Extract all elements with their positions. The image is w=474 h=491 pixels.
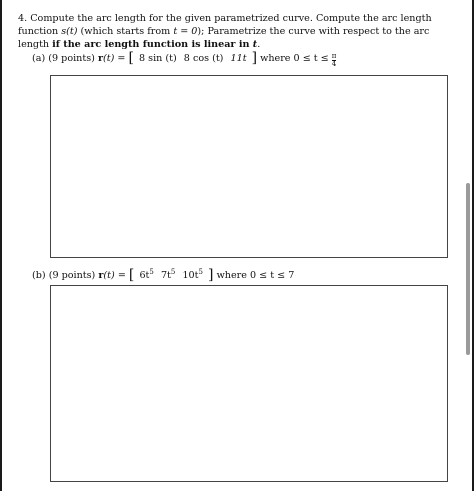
- part-b-right-bracket: ]: [208, 267, 214, 283]
- part-b-component-1-coef: 6t: [139, 270, 150, 281]
- part-b-component-2-exp: 5: [170, 268, 176, 276]
- part-a-frac-num: π: [331, 52, 337, 60]
- part-a-where: where 0 ≤ t ≤: [260, 53, 332, 64]
- problem-bold-text: if the arc length function is linear in: [52, 39, 253, 50]
- problem-text-1: Compute the arc length for the given parametrized curve. Compute the arc length function: [18, 13, 432, 37]
- problem-number: 4.: [18, 13, 28, 24]
- part-a-label: (a): [32, 53, 46, 64]
- part-a-frac-den: 4: [331, 60, 337, 68]
- problem-text-4: .: [257, 39, 261, 50]
- part-b-lhs: (t) =: [103, 270, 129, 281]
- problem-text-3: ); Parametrize the curve with respect to the arc length: [18, 26, 430, 50]
- part-a-component-2: 8 cos (t): [183, 53, 224, 64]
- part-b-where: where 0 ≤ t ≤ 7: [216, 270, 295, 281]
- part-b-statement: [32, 266, 294, 282]
- part-b-left-bracket: [: [128, 267, 135, 283]
- part-a-component-1: 8 sin (t): [139, 53, 177, 64]
- problem-statement: [18, 12, 458, 51]
- part-b-component-2: [161, 266, 175, 282]
- scrollbar-thumb[interactable]: [466, 183, 470, 355]
- part-b-r: r: [98, 270, 104, 281]
- problem-bold-t: t: [252, 39, 258, 50]
- page-left-border: [0, 0, 2, 491]
- part-a-statement: [32, 52, 336, 68]
- arc-length-function: s(t): [61, 26, 78, 37]
- part-b-component-3: [182, 266, 203, 282]
- part-a-lhs: (t) =: [103, 53, 129, 64]
- part-a-component-3: 11t: [230, 53, 247, 64]
- answer-box-b[interactable]: [50, 285, 448, 482]
- part-b-points: (9 points): [48, 270, 96, 281]
- part-a-left-bracket: [: [128, 50, 134, 66]
- start-condition: t = 0: [173, 26, 198, 37]
- part-a-r: r: [97, 53, 103, 64]
- part-a-points: (9 points): [48, 53, 95, 64]
- part-b-component-3-exp: 5: [198, 268, 203, 276]
- problem-text-2: (which starts from: [77, 26, 174, 37]
- part-b-component-1-exp: 5: [149, 268, 154, 276]
- part-b-label: (b): [32, 270, 46, 281]
- part-a-upper-bound: [332, 53, 337, 68]
- part-b-component-2-coef: 7t: [160, 270, 171, 281]
- part-b-component-1: [139, 266, 153, 282]
- part-b-component-3-coef: 10t: [182, 270, 199, 281]
- answer-box-a[interactable]: [50, 75, 448, 258]
- part-a-right-bracket: ]: [251, 50, 258, 66]
